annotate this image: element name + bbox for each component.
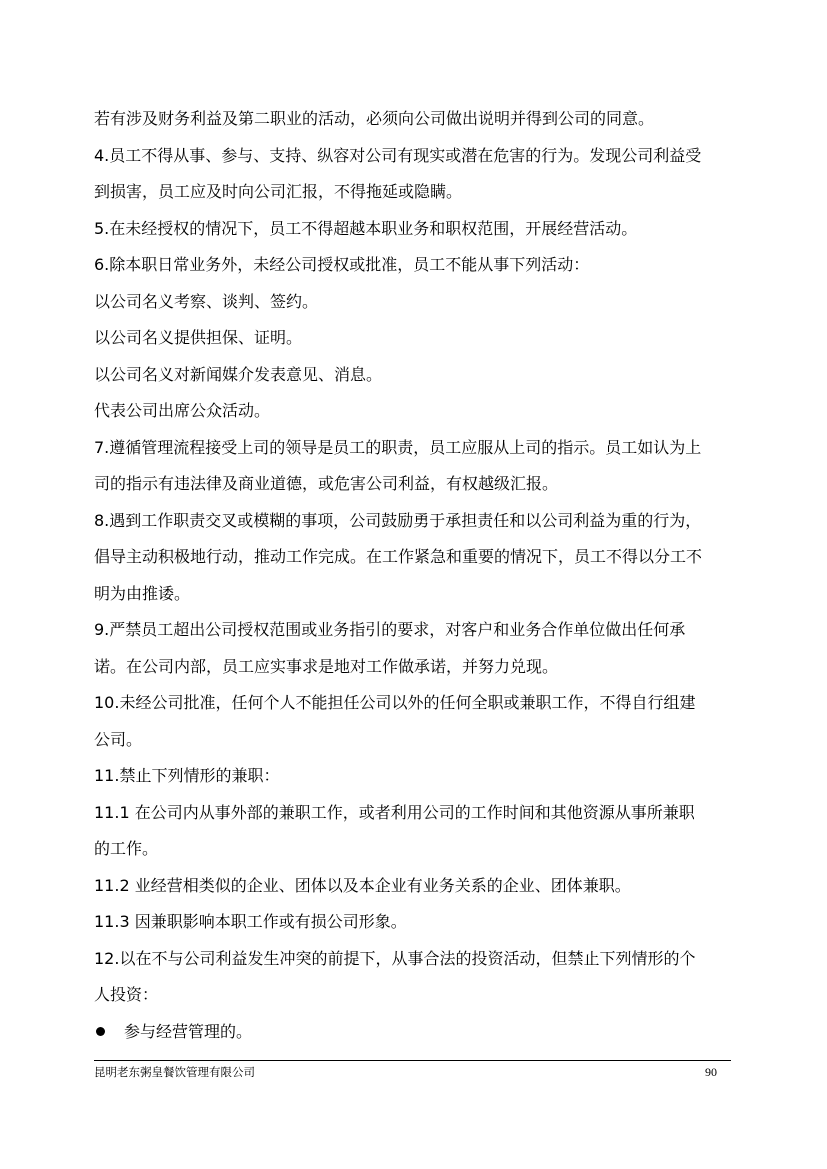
paragraph-line: 以公司名义提供担保、证明。 — [94, 328, 303, 347]
paragraph-line: 7.遵循管理流程接受上司的领导是员工的职责，员工应服从上司的指示。员工如认为上 — [94, 437, 702, 457]
paragraph-line: 11.禁止下列情形的兼职： — [94, 766, 280, 785]
paragraph-line: 12.以在不与公司利益发生冲突的前提下，从事合法的投资活动，但禁止下列情形的个 — [94, 948, 696, 968]
paragraph-line: 11.1 在公司内从事外部的兼职工作，或者利用公司的工作时间和其他资源从事所兼职 — [94, 802, 695, 822]
paragraph-line: 到损害，员工应及时向公司汇报，不得拖延或隐瞒。 — [94, 182, 463, 201]
paragraph-line: 4.员工不得从事、参与、支持、纵容对公司有现实或潜在危害的行为。发现公司利益受 — [94, 145, 702, 165]
paragraph-line: 8.遇到工作职责交叉或模糊的事项，公司鼓励勇于承担责任和以公司利益为重的行为， — [94, 510, 702, 530]
paragraph-line: 10.未经公司批准，任何个人不能担任公司以外的任何全职或兼职工作，不得自行组建 — [94, 693, 696, 712]
paragraph-line: 以公司名义对新闻媒介发表意见、消息。 — [94, 364, 383, 384]
paragraph-line: 6.除本职日常业务外，未经公司授权或批准，员工不能从事下列活动： — [94, 255, 590, 274]
footer-page-number: 90 — [705, 1065, 717, 1079]
bullet-item-text: 参与经营管理的。 — [124, 1021, 253, 1041]
paragraph-line: 11.3 因兼职影响本职工作或有损公司形象。 — [94, 912, 407, 931]
paragraph-line: 以公司名义考察、谈判、签约。 — [94, 291, 319, 311]
paragraph-line: 公司。 — [94, 729, 143, 749]
body-text — [94, 101, 722, 1050]
paragraph-line: 代表公司出席公众活动。 — [94, 401, 271, 420]
paragraph-line: 若有涉及财务利益及第二职业的活动，必须向公司做出说明并得到公司的同意。 — [94, 109, 655, 128]
paragraph-line: 倡导主动积极地行动，推动工作完成。在工作紧急和重要的情况下，员工不得以分工不 — [94, 547, 703, 566]
paragraph-line: 诺。在公司内部，员工应实事求是地对工作做承诺，并努力兑现。 — [94, 656, 559, 676]
footer-divider — [94, 1060, 731, 1061]
paragraph-line: 5.在未经授权的情况下，员工不得超越本职业务和职权范围，开展经营活动。 — [94, 218, 638, 238]
paragraph-line: 明为由推诿。 — [94, 583, 191, 603]
paragraph-line: 11.2 业经营相类似的企业、团体以及本企业有业务关系的企业、团体兼职。 — [94, 875, 631, 895]
paragraph-line: 司的指示有违法律及商业道德，或危害公司利益，有权越级汇报。 — [94, 474, 559, 493]
footer-company-name: 昆明老东粥皇餐饮管理有限公司 — [94, 1065, 255, 1079]
paragraph-line: 的工作。 — [94, 839, 159, 858]
paragraph-line: 9.严禁员工超出公司授权范围或业务指引的要求，对客户和业务合作单位做出任何承 — [94, 620, 686, 639]
bullet-icon — [96, 1027, 105, 1036]
paragraph-line: 人投资： — [94, 985, 159, 1004]
bullet-list-item — [94, 1014, 722, 1051]
